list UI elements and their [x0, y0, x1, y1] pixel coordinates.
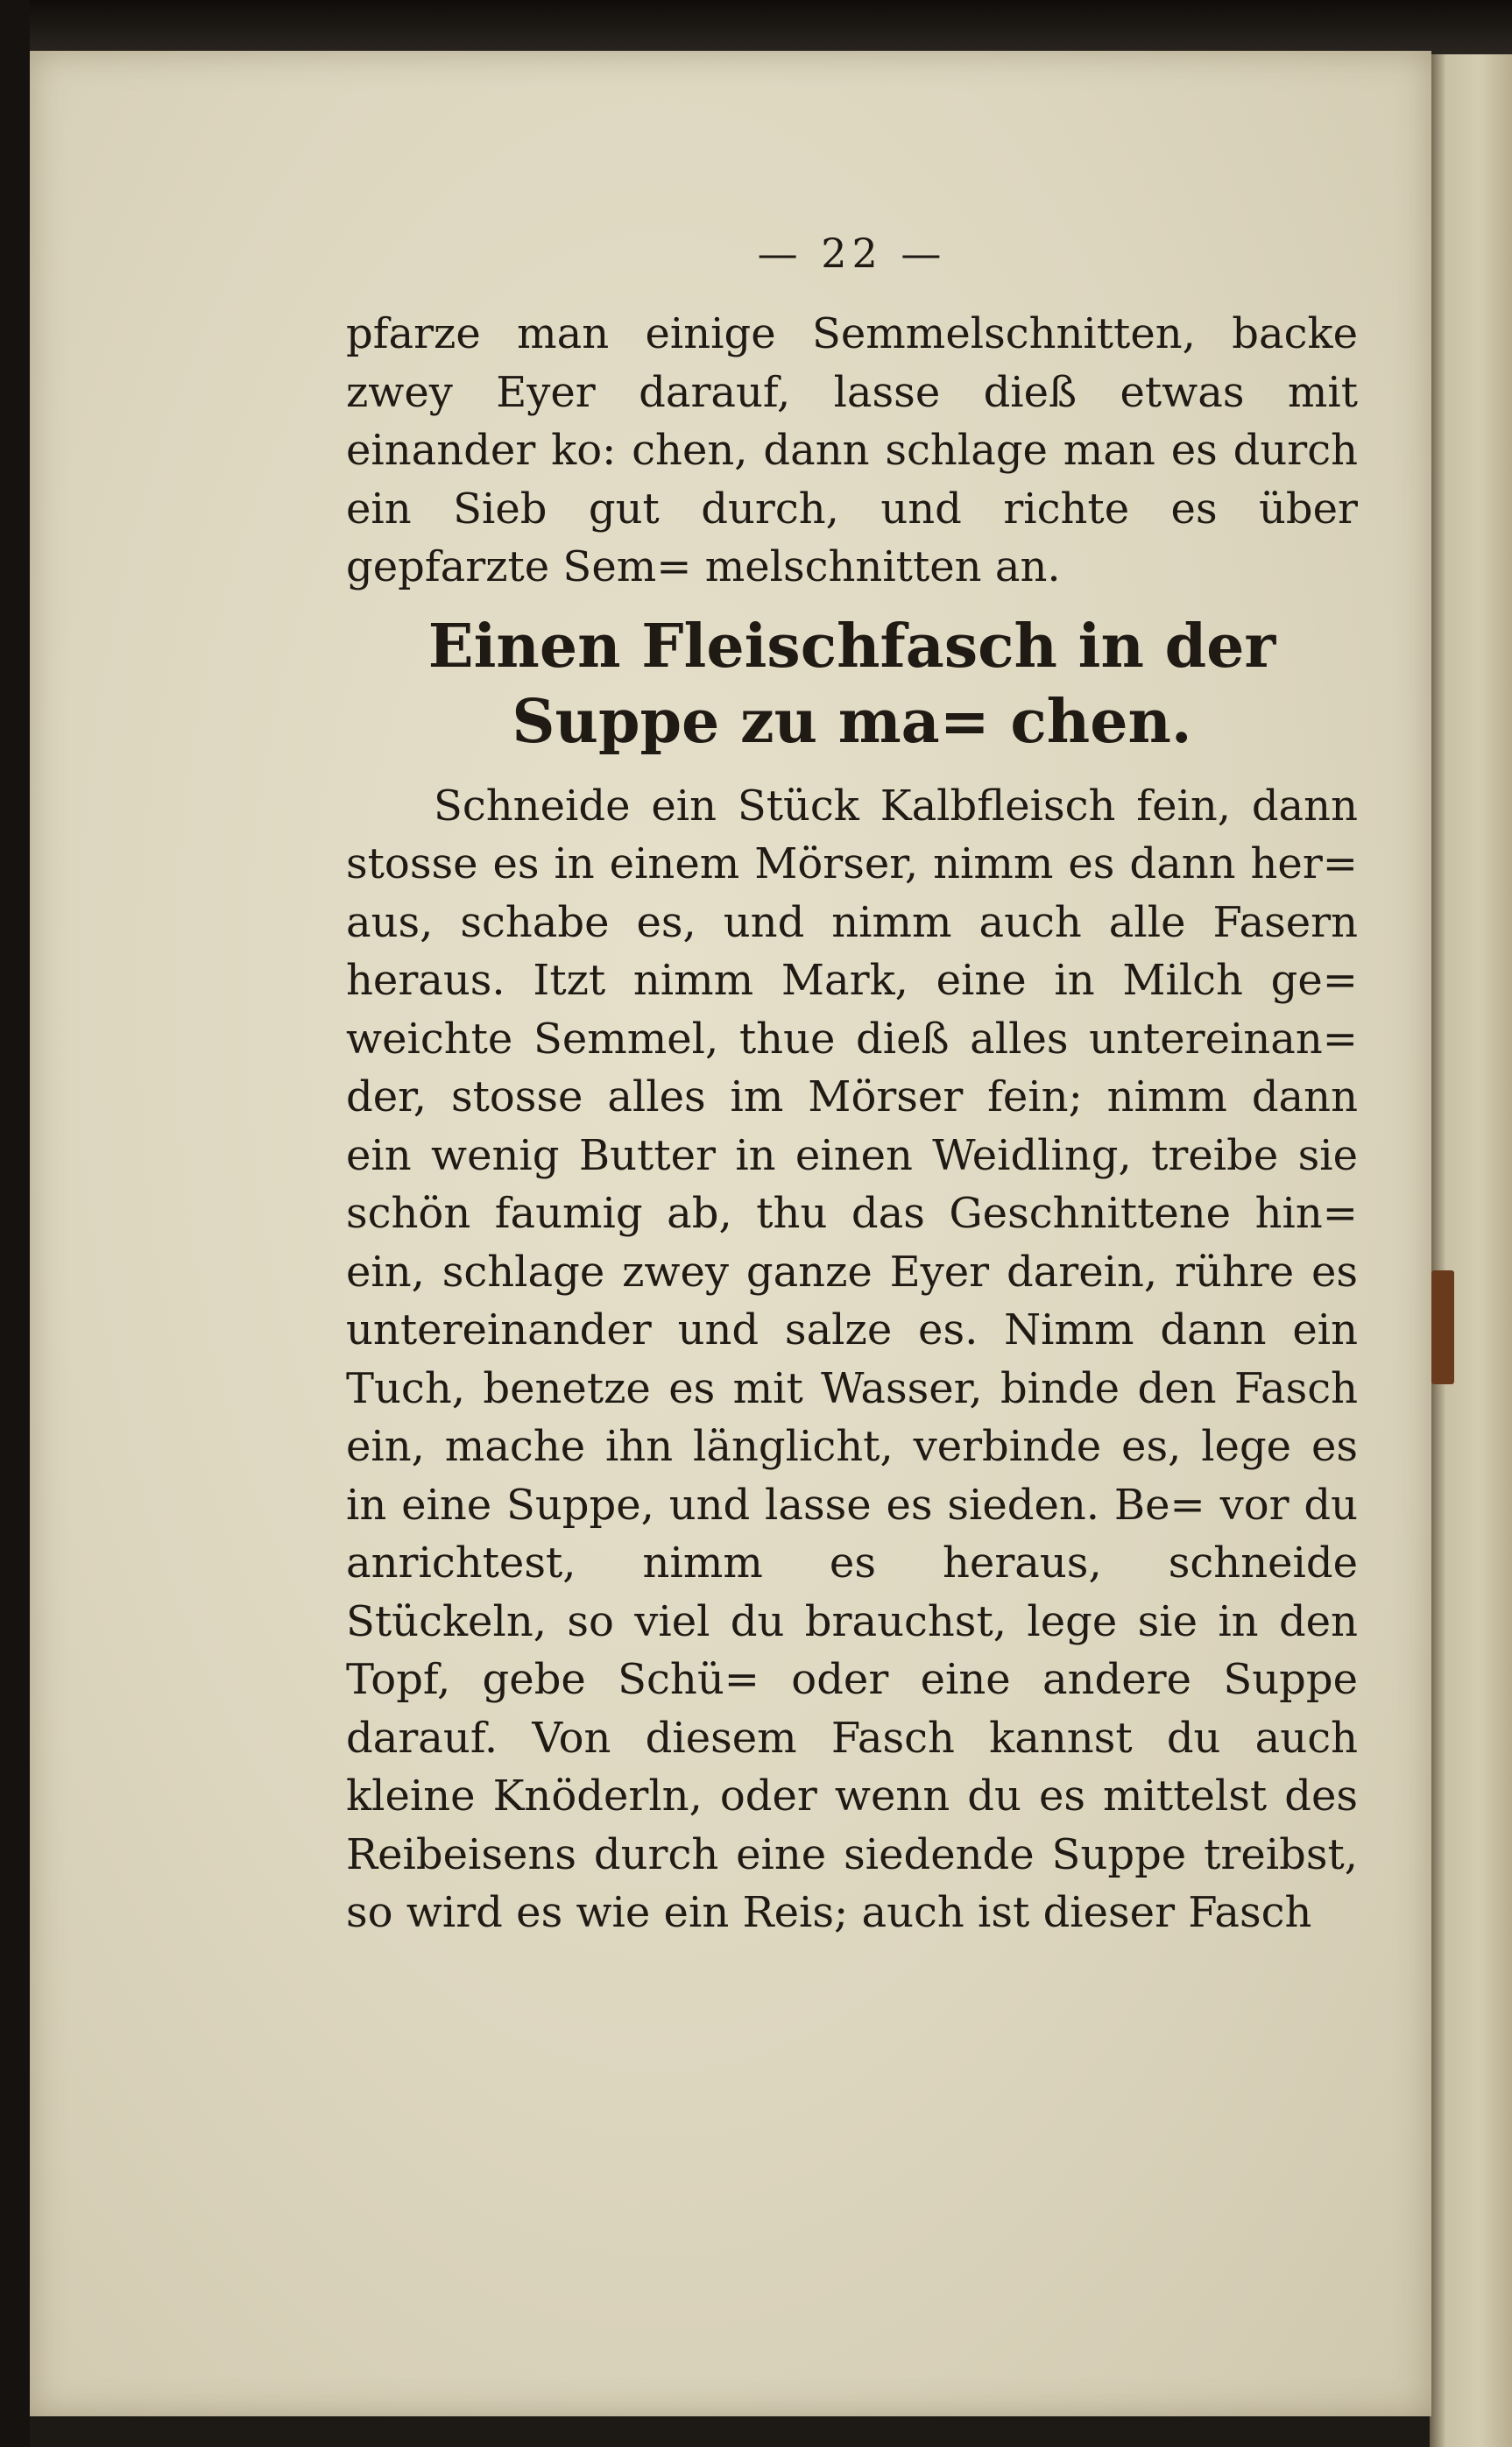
recipe-heading: Einen Fleischfasch in der Suppe zu ma= chen.	[427, 611, 1276, 757]
recipe-body-paragraph: Schneide ein Stück Kalbfleisch fein, dann stosse es in einem Mörser, nimm es dann her= aus, schabe es, und nimm auch alle Fasern heraus. Itzt nimm Mark, eine in Milch ge= weichte Semmel, thue dieß alles untereinan= der, stosse alles im Mörser fein; nimm dann ein wenig Butter in einen Weidling, treibe sie schön faumig ab, thu das Geschnittene hin= ein, schlage zwey ganze Eyer darein, rühre es untereinander und salze es. Nimm dann ein Tuch, benetze es mit Wasser, binde den Fasch ein, mache ihn länglicht, verbinde es, lege es in eine Suppe, und lasse es sieden. Be= vor du anrichtest, nimm es heraus, schneide Stückeln, so viel du brauchst, lege sie in den Topf, gebe Schü= oder eine andere Suppe darauf. Von diesem Fasch kannst du auch kleine Knöderln, oder wenn du es mittelst des Reibeisens durch eine siedende Suppe treibst, so wird es wie ein Reis; auch ist dieser Fasch	[346, 781, 1358, 1937]
book-binding-top	[0, 0, 1512, 54]
page-text	[346, 230, 1358, 1942]
book-binding-left	[0, 0, 30, 2447]
recipe-ending-paragraph: pfarze man einige Semmelschnitten, backe zwey Eyer darauf, lasse dieß etwas mit einander ko: chen, dann schlage man es durch ein Sieb gut durch, und richte es über gepfarzte Sem= melschnitten an.	[346, 309, 1358, 591]
adjacent-page-edge	[1430, 54, 1512, 2447]
bookmark-tab	[1431, 1270, 1454, 1384]
page-number: — 22 —	[757, 230, 947, 277]
